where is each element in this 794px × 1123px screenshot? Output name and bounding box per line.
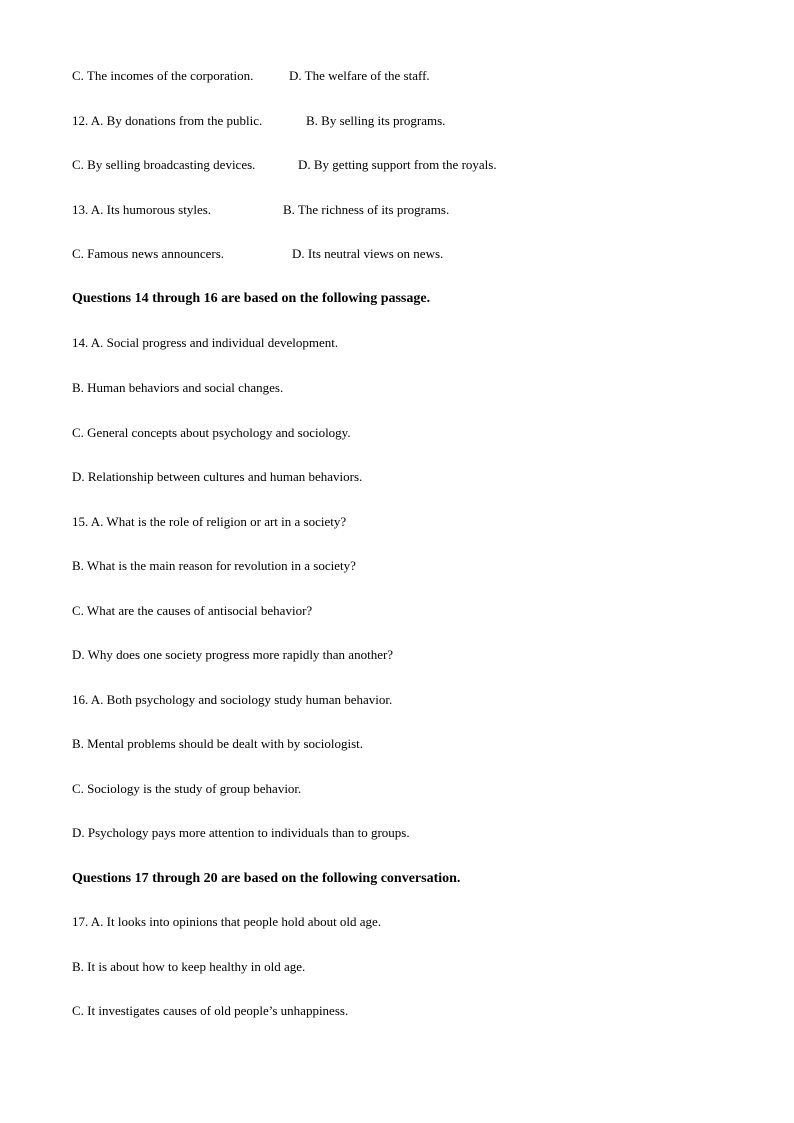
option-15-b: B. What is the main reason for revolution in a society? xyxy=(72,558,356,573)
option-13-c: C. Famous news announcers. xyxy=(72,246,225,261)
option-15-a: 15. A. What is the role of religion or art in a society? xyxy=(72,514,347,529)
option-15-c: C. What are the causes of antisocial behavior? xyxy=(72,603,313,618)
option-line-12-ab xyxy=(72,113,446,161)
option-16-d: D. Psychology pays more attention to individuals than to groups. xyxy=(72,825,410,840)
section-heading-17-20: Questions 17 through 20 are based on the following conversation. xyxy=(72,871,461,886)
option-16-a: 16. A. Both psychology and sociology study human behavior. xyxy=(72,692,393,707)
option-13-d: D. Its neutral views on news. xyxy=(292,246,444,261)
option-12-a: 12. A. By donations from the public. xyxy=(72,113,263,128)
option-12-c: C. By selling broadcasting devices. xyxy=(72,157,256,172)
option-line-11-cd xyxy=(72,68,430,116)
option-15-d: D. Why does one society progress more rapidly than another? xyxy=(72,647,394,662)
option-11-c: C. The incomes of the corporation. xyxy=(72,68,254,83)
option-14-b: B. Human behaviors and social changes. xyxy=(72,380,284,395)
option-16-b: B. Mental problems should be dealt with by sociologist. xyxy=(72,736,364,751)
option-14-a: 14. A. Social progress and individual development. xyxy=(72,335,339,350)
option-17-b: B. It is about how to keep healthy in old age. xyxy=(72,959,306,974)
section-heading-14-16: Questions 14 through 16 are based on the following passage. xyxy=(72,291,431,306)
option-14-c: C. General concepts about psychology and sociology. xyxy=(72,425,351,440)
option-line-12-cd xyxy=(72,157,497,205)
option-13-b: B. The richness of its programs. xyxy=(283,202,450,217)
option-13-a: 13. A. Its humorous styles. xyxy=(72,202,212,217)
option-14-d: D. Relationship between cultures and human behaviors. xyxy=(72,469,363,484)
option-line-13-ab xyxy=(72,202,450,250)
option-11-d: D. The welfare of the staff. xyxy=(289,68,430,83)
option-12-b: B. By selling its programs. xyxy=(306,113,446,128)
option-16-c: C. Sociology is the study of group behavior. xyxy=(72,781,302,796)
option-17-c: C. It investigates causes of old people’s unhappiness. xyxy=(72,1003,349,1018)
option-line-13-cd xyxy=(72,246,444,294)
option-12-d: D. By getting support from the royals. xyxy=(298,157,497,172)
option-17-a: 17. A. It looks into opinions that people hold about old age. xyxy=(72,914,382,929)
